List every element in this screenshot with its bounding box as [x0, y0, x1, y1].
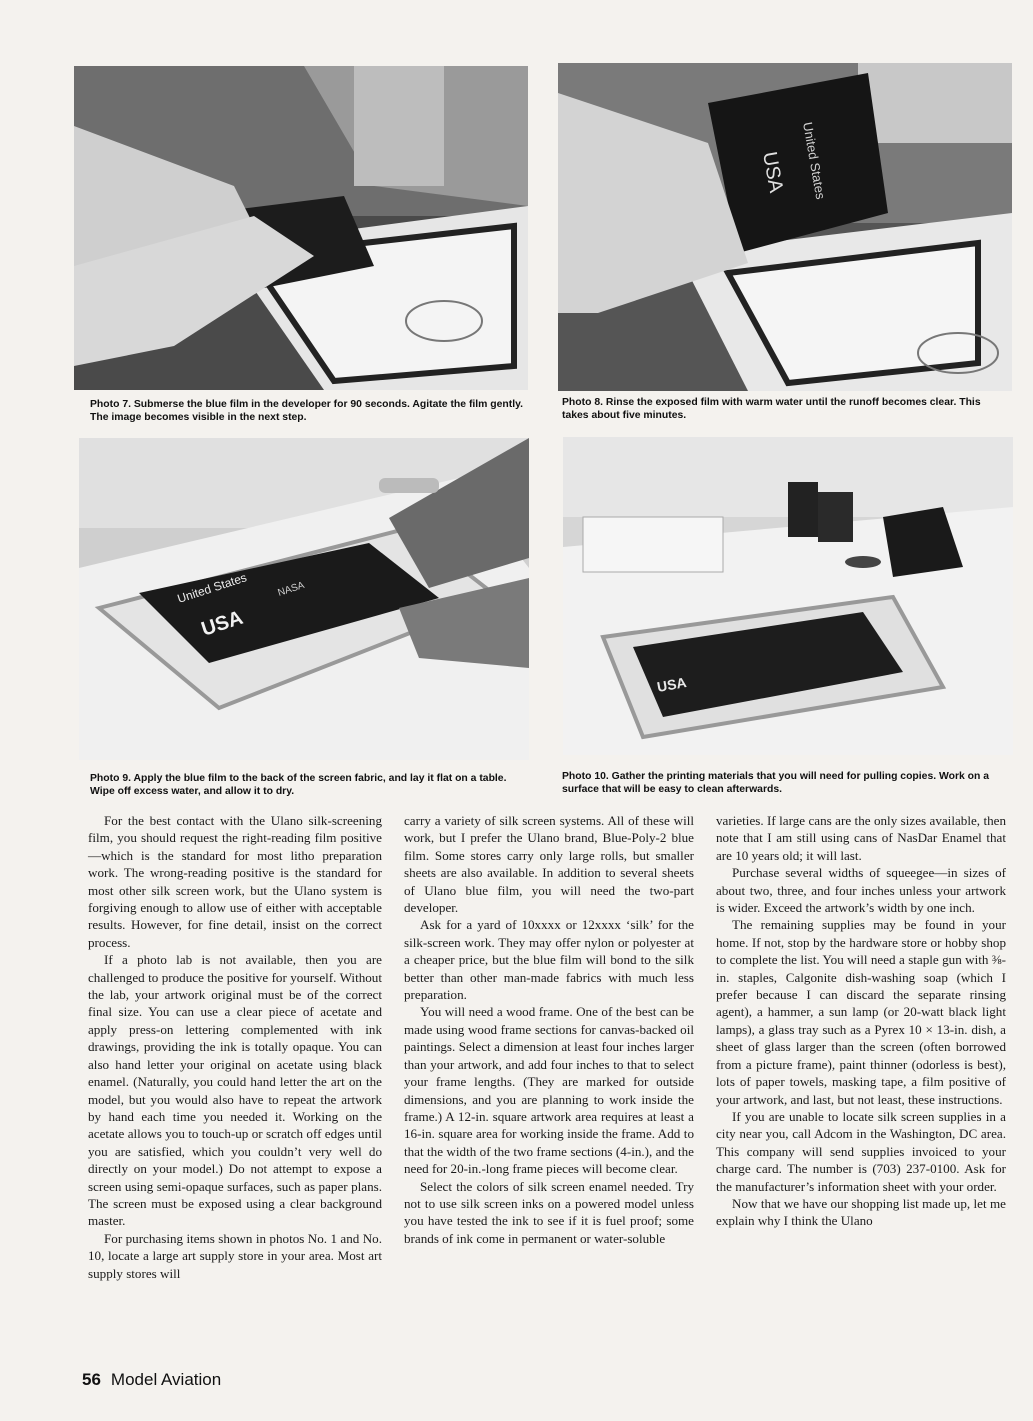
- paragraph: Select the colors of silk screen enamel needed. Try not to use silk screen inks on a powered model unless you have tested the ink to see if it is fuel proof; some brands of ink come in permanent or water-soluble: [404, 1178, 694, 1246]
- page-footer: [82, 1370, 221, 1390]
- photo-8-caption: Photo 8. Rinse the exposed film with warm water until the runoff becomes clear. This takes about five minutes.: [562, 397, 981, 421]
- photo-10: [563, 437, 1013, 755]
- paragraph: varieties. If large cans are the only sizes available, then note that I am still using cans of NasDar Enamel that are 10 years old; it will last.: [716, 813, 1006, 863]
- photo-10-usa-text: USA: [655, 674, 688, 695]
- text-column-2: [404, 812, 694, 1247]
- text-column-3: [716, 812, 1006, 1230]
- photo-8: [558, 63, 1012, 391]
- photo-10-image: [563, 437, 1013, 755]
- paragraph: If a photo lab is not available, then you are challenged to produce the positive for yourself. Without the lab, your artwork original must be of the correct final size. You can use a clear piece of acetate and apply press-on lettering complemented with ink drawings, providing the ink is totally opaque. You can also hand letter your original on acetate using black enamel. (Naturally, you could hand letter the art on the model, but you would also have to repeat the artwork by hand each time you needed it. Working on the acetate allows you to touch-up or scratch off edges until you are satisfied, which you couldn’t very well do directly on your model.) Do not attempt to expose a screen using semi-opaque surfaces, such as paper plans. The screen must be exposed using a clear background master.: [88, 952, 382, 1229]
- paragraph: Ask for a yard of 10xxxx or 12xxxx ‘silk’ for the silk-screen work. They may offer nylon or polyester at a cheaper price, but the blue film will bond to the silk better than other man-made fabrics with much less preparation.: [404, 917, 694, 1003]
- page-number: 56: [82, 1370, 101, 1389]
- magazine-name: Model Aviation: [110, 1370, 222, 1389]
- photo-9-image: [79, 438, 529, 760]
- photo-9-caption: Photo 9. Apply the blue film to the back of the screen fabric, and lay it flat on a table. Wipe off excess water, and allow it to dry.: [90, 773, 507, 797]
- photo-9-united-states-text: United States: [175, 570, 249, 606]
- photo-7: [74, 66, 528, 390]
- photo-8-united-states-text: United States: [800, 120, 829, 201]
- photo-8-image: [558, 63, 1012, 391]
- paragraph: Purchase several widths of squeegee—in sizes of about two, three, and four inches unless your artwork is wider. Exceed the artwork’s width by one inch.: [716, 865, 1006, 916]
- photo-10-caption: Photo 10. Gather the printing materials that you will need for pulling copies. Work on a surface that will be easy to clean afterwards.: [562, 771, 990, 795]
- photo-9: [79, 438, 529, 760]
- paragraph: You will need a wood frame. One of the best can be made using wood frame sections for canvas-backed oil paintings. Select a dimension at least four inches larger than your artwork, and add four inches to that to select your frame lengths. (They are marked for outside dimensions, and you are planning to work inside the frame.) A 12-in. square artwork area requires at least a 16-in. square area for working inside the frame. Add to that the width of the two frame sections (4-in.), and the need for 20-in.-long frame pieces will become clear.: [404, 1004, 694, 1177]
- text-column-1: [88, 812, 382, 1282]
- photo-8-usa-text: USA: [758, 150, 787, 195]
- photo-9-usa-text: USA: [198, 606, 246, 641]
- photo-7-caption: Photo 7. Submerse the blue film in the developer for 90 seconds. Agitate the film gently. The image becomes visible in the next step.: [90, 399, 524, 423]
- photo-9-nasa-text: NASA: [276, 579, 306, 599]
- paragraph: If you are unable to locate silk screen supplies in a city near you, call Adcom in the Washington, DC area. This company will send supplies invoiced to your charge card. The number is (703) 237-0100. Ask for the manufacturer’s information sheet with your order.: [716, 1108, 1006, 1194]
- paragraph: For purchasing items shown in photos No. 1 and No. 10, locate a large art supply store in your area. Most art supply stores will: [88, 1230, 382, 1281]
- photo-7-image: [74, 66, 528, 390]
- paragraph: Now that we have our shopping list made up, let me explain why I think the Ulano: [716, 1195, 1006, 1229]
- paragraph: carry a variety of silk screen systems. All of these will work, but I prefer the Ulano brand, Blue-Poly-2 blue film. Some stores carry only large rolls, but smaller sheets are also available. In addition to several sheets of Ulano blue film, you will need the two-part developer.: [404, 813, 694, 916]
- paragraph: The remaining supplies may be found in your home. If not, stop by the hardware store or hobby shop to complete the list. You will need a staple gun with ⅜-in. staples, Calgonite dish-washing soap (which I prefer because I can discard the separate rinsing agent), a hammer, a sun lamp (or 20-watt black light lamps), a glass tray such as a Pyrex 10 × 13-in. dish, a sheet of glass larger than the screen (often borrowed from a picture frame), paint thinner (odorless is best), lots of paper towels, masking tape, a film positive of your artwork, and last, but not least, these instructions.: [716, 917, 1006, 1107]
- paragraph: For the best contact with the Ulano silk-screening film, you should request the right-reading film positive—which is the standard for most litho preparation work. The wrong-reading positive is the standard for most other silk screen work, but the Ulano system is forgiving enough to allow use of either with acceptable results. However, for fine detail, insist on the correct process.: [88, 813, 382, 950]
